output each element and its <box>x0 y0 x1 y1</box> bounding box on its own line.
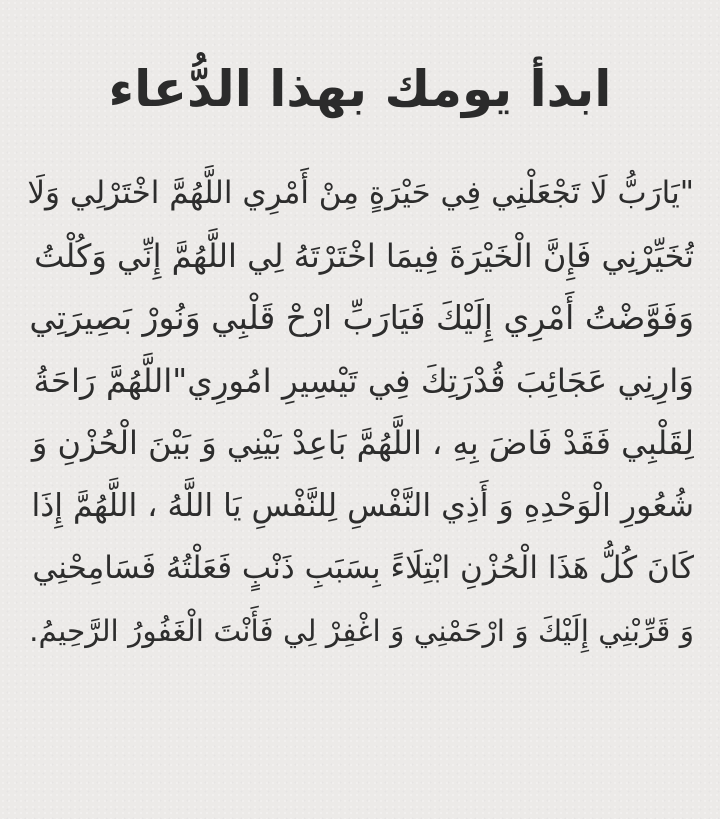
dua-line: وَ قَرِّبْنِي إِلَيْكَ وَ ارْحَمْنِي وَ اغْفِرْ لِي فَأَنْتَ الْغَفُورُ الرَّحِيمُ. <box>29 613 694 648</box>
dua-text <box>26 162 694 662</box>
dua-line: كَانَ كُلُّ هَذَا الْحُزْنِ ابْتِلَاءً بِسَبَبِ ذَنْبٍ فَعَلْتُهُ فَسَامِحْنِي <box>32 550 694 586</box>
page-title: ابدأ يومك بهذا الدُّعاء <box>108 60 612 118</box>
dua-line: وَارِنِي عَجَائِبَ قُدْرَتِكَ فِي تَيْسِيرِ امُورِي"اللَّهُمَّ رَاحَةُ <box>33 361 694 400</box>
dua-line: وَفَوَّضْتُ أَمْرِي إِلَيْكَ فَيَارَبِّ ارْحْ قَلْبِي وَنُورْ بَصِيرَتِي <box>29 298 694 337</box>
dua-line: تُخَيِّرْنِي فَإِنَّ الْخَيْرَةَ فِيمَا اخْتَرْتَهُ لِي اللَّهُمَّ إِنِّي وَكُلْتُ <box>34 236 694 275</box>
dua-line: "يَارَبُّ لَا تَجْعَلْنِي فِي حَيْرَةٍ مِنْ أَمْرِي اللَّهُمَّ اخْتَرْلِي وَلَا <box>27 175 694 211</box>
dua-line: شُعُورِ الْوَحْدِهِ وَ أَذِي النَّفْسِ لِلنَّفْسِ يَا اللَّهُ ، اللَّهُمَّ إِذَا <box>31 487 694 524</box>
dua-line: لِقَلْبِي فَقَدْ فَاضَ بِهِ ، اللَّهُمَّ بَاعِدْ بَيْنِي وَ بَيْنَ الْحُزْنِ وَ <box>31 424 694 462</box>
